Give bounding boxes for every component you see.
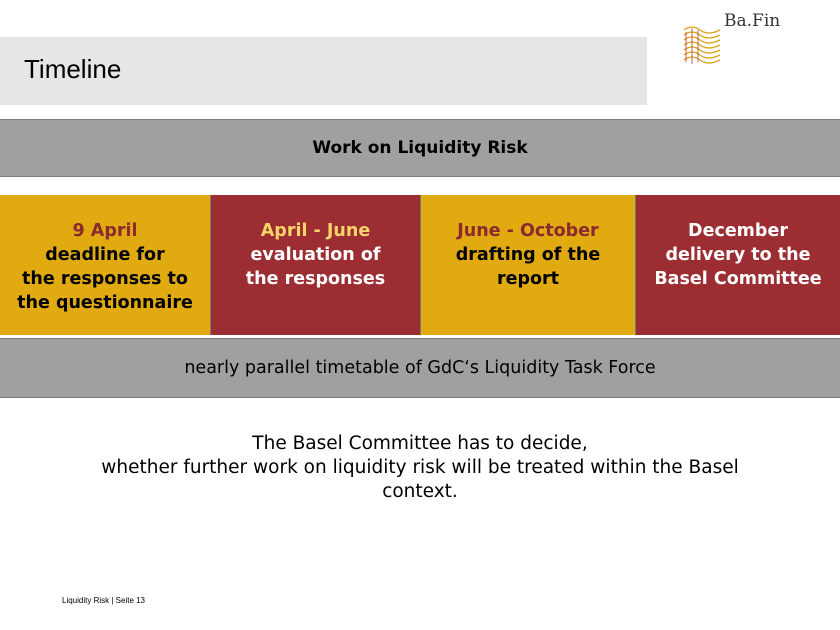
phase-heading: April - June bbox=[260, 221, 371, 241]
phase-line: evaluation of bbox=[250, 245, 381, 265]
phase-card-april bbox=[0, 195, 211, 335]
task-force-band bbox=[0, 338, 840, 398]
slide-footer: Liquidity Risk | Seite 13 bbox=[62, 596, 146, 605]
basel-committee-note bbox=[40, 432, 800, 504]
phase-card-june-october bbox=[420, 195, 636, 335]
liquidity-risk-band bbox=[0, 119, 840, 177]
phase-line: Basel Committee bbox=[654, 269, 822, 289]
phase-line: deadline for bbox=[45, 245, 165, 265]
phase-heading: June - October bbox=[457, 221, 599, 241]
phase-card-december bbox=[636, 195, 840, 335]
note-line: context. bbox=[382, 481, 458, 502]
phase-heading: 9 April bbox=[72, 221, 138, 241]
phase-line: delivery to the bbox=[665, 245, 811, 265]
bafin-logo-icon bbox=[682, 22, 722, 66]
bafin-logo-text: Ba.Fin bbox=[724, 11, 781, 31]
band-label: Work on Liquidity Risk bbox=[312, 138, 528, 158]
note-line: The Basel Committee has to decide, bbox=[252, 433, 588, 454]
phase-card-april-june bbox=[211, 195, 420, 335]
phase-line: the questionnaire bbox=[17, 293, 193, 313]
note-line: whether further work on liquidity risk will be treated within the Basel bbox=[101, 457, 739, 478]
phase-line: the responses to bbox=[22, 269, 188, 289]
slide-title: Timeline bbox=[24, 54, 122, 84]
band-label: nearly parallel timetable of GdC‘s Liquidity Task Force bbox=[184, 358, 656, 378]
phase-line: the responses bbox=[245, 269, 386, 289]
phase-line: report bbox=[496, 269, 560, 289]
phase-heading: December bbox=[688, 221, 788, 241]
phase-line: drafting of the bbox=[455, 245, 601, 265]
